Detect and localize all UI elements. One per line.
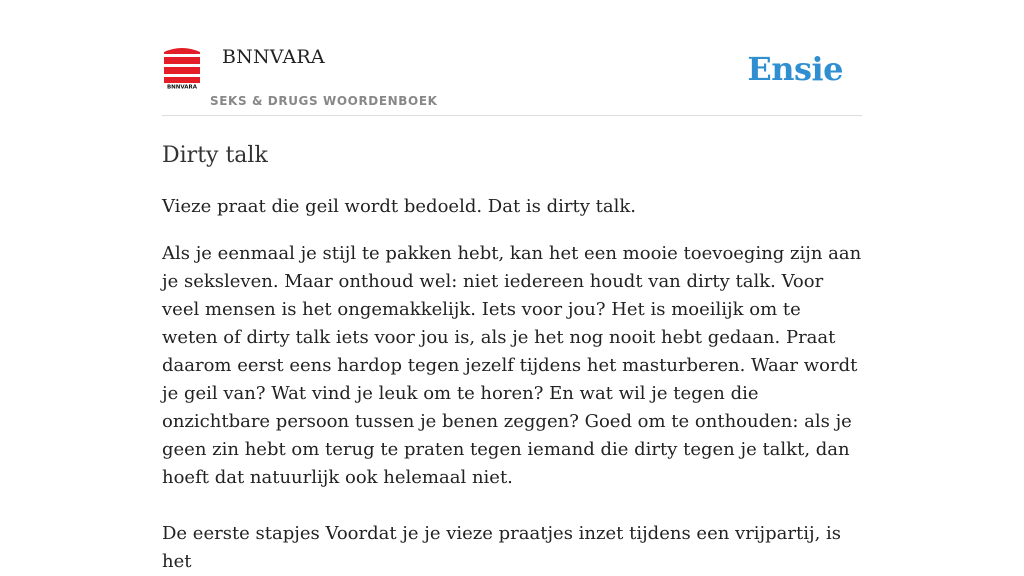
definition-paragraph: Vieze praat die geil wordt bedoeld. Dat is dirty talk. (162, 196, 636, 217)
page (162, 0, 862, 576)
header (162, 0, 862, 116)
article (162, 141, 862, 576)
page-title: Dirty talk (162, 143, 268, 168)
body-paragraph: De eerste stapjes Voordat je je vieze praatjes inzet tijdens een vrijpartij, is het (162, 523, 842, 572)
logo-text: BNNVARA (166, 84, 198, 91)
dictionary-subtitle[interactable]: SEKS & DRUGS WOORDENBOEK (210, 94, 438, 108)
body-paragraph: Als je eenmaal je stijl te pakken hebt, kan het een mooie toevoeging zijn aan je seksleven. Maar onthoud wel: niet iedereen houdt van dirty talk. Voor veel mensen is het ongemakkelijk. Iets voor jou? Het is moeilijk om te weten of dirty talk iets voor jou is, als je het nog nooit hebt gedaan. Praat daarom eerst eens hardop tegen jezelf tijdens het masturberen. Waar wordt je geil van? Wat vind je leuk om te horen? En wat wil je tegen die onzichtbare persoon tussen je benen zeggen? Goed om te onthouden: als je geen zin hebt om terug te praten tegen iemand die dirty tegen je talkt, dan hoeft dat natuurlijk ook helemaal niet. (162, 243, 862, 488)
brand-name[interactable]: BNNVARA (222, 46, 325, 68)
ensie-logo[interactable]: Ensie (747, 50, 843, 88)
bnnvara-logo[interactable] (162, 46, 202, 90)
